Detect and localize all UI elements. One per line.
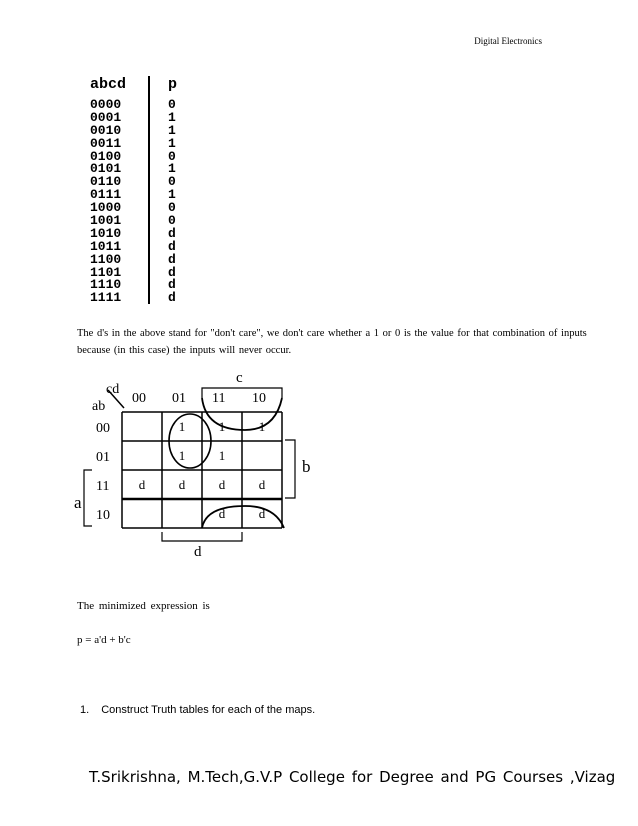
page-footer: T.Srikrishna, M.Tech,G.V.P College for Degree and PG Courses ,Vizag [89, 768, 616, 786]
karnaugh-map [70, 368, 330, 568]
kmap-corner-top: cd [106, 382, 120, 397]
truth-table-output-value: d [168, 225, 176, 241]
kmap-cell-value: d [138, 477, 146, 492]
kmap-col-label: 10 [252, 391, 266, 406]
truth-table-input-value: 0011 [90, 135, 122, 151]
kmap-cell-value: d [218, 506, 226, 521]
truth-table-input-value: 1100 [90, 251, 122, 267]
truth-table-output-value: 1 [168, 187, 176, 203]
truth-table-output-value: 0 [168, 200, 176, 216]
exercise-number: 1. [80, 704, 90, 716]
kmap-row-label: 10 [96, 508, 110, 523]
kmap-col-label: 11 [212, 391, 226, 406]
truth-table-output-value: d [168, 251, 176, 267]
bracket-d [162, 532, 242, 541]
kmap-cell-value: 1 [218, 448, 226, 463]
truth-table-input-value: 1001 [90, 213, 122, 229]
kmap-cell-value: 1 [178, 419, 186, 434]
kmap-cell-value: 1 [178, 448, 186, 463]
label-b: b [302, 457, 311, 476]
truth-table-input-value: 0000 [90, 97, 122, 112]
exercise-item [80, 704, 315, 716]
exercise-text: Construct Truth tables for each of the maps. [101, 704, 316, 716]
kmap-cell-value: d [258, 477, 266, 492]
truth-table-output-value: 0 [168, 174, 176, 190]
kmap-cell-value: 1 [258, 419, 266, 434]
kmap-cell-value: d [258, 506, 266, 521]
truth-table-output-header: p [168, 76, 178, 93]
truth-table-output-value: 1 [168, 161, 176, 177]
page-header: Digital Electronics [474, 36, 542, 46]
kmap-row-label: 11 [96, 479, 110, 494]
truth-table-input-value: 0111 [90, 187, 122, 203]
truth-table-input-value: 0110 [90, 174, 122, 190]
truth-table-input-value: 0101 [90, 161, 122, 177]
truth-table-input-value: 1111 [90, 290, 122, 306]
truth-table-output-value: 1 [168, 122, 176, 138]
truth-table-input-value: 0100 [90, 148, 122, 164]
truth-table-output-value: d [168, 238, 176, 254]
truth-table-output-value: 1 [168, 135, 176, 151]
kmap-cell-value: 1 [218, 419, 226, 434]
truth-table-output-value: 0 [168, 148, 176, 164]
truth-table-row [80, 292, 200, 305]
kmap-row-labels [96, 421, 110, 523]
group-loop-bottom [202, 506, 284, 528]
truth-table-output-value: 0 [168, 97, 176, 112]
kmap-cell-value: d [218, 477, 226, 492]
bracket-b [285, 440, 295, 498]
truth-table-input-value: 1011 [90, 238, 122, 254]
truth-table-input-value: 0010 [90, 122, 122, 138]
truth-table-rows [80, 99, 200, 305]
truth-table-output-value: d [168, 290, 176, 306]
truth-table-output-value: d [168, 264, 176, 280]
bracket-a [84, 470, 92, 526]
label-a: a [74, 493, 82, 512]
truth-table-input-value: 0001 [90, 109, 122, 125]
kmap-cell-value: d [178, 477, 186, 492]
truth-table-output-value: d [168, 277, 176, 293]
kmap-col-label: 00 [132, 391, 146, 406]
truth-table-input-value: 1101 [90, 264, 122, 280]
kmap-row-label: 01 [96, 450, 110, 465]
kmap-corner-left: ab [92, 399, 106, 414]
truth-table-input-value: 1110 [90, 277, 122, 293]
truth-table-input-value: 1000 [90, 200, 122, 216]
minimized-expression: p = a'd + b'c [77, 634, 131, 646]
truth-table-input-header: abcd [90, 76, 127, 93]
label-d: d [194, 544, 202, 560]
label-c: c [236, 370, 243, 386]
minimized-expression-intro: The minimized expression is [77, 600, 210, 612]
truth-table-input-value: 1010 [90, 225, 122, 241]
truth-table-output-value: 0 [168, 213, 176, 229]
kmap-col-label: 01 [172, 391, 186, 406]
truth-table [80, 76, 200, 306]
dont-care-paragraph: The d's in the above stand for "don't care", we don't care whether a 1 or 0 is the value for that combination of inputs because (in this case) the inputs will never occur. [77, 328, 587, 356]
truth-table-output-value: 1 [168, 109, 176, 125]
kmap-row-label: 00 [96, 421, 110, 436]
kmap-column-labels [132, 391, 266, 406]
